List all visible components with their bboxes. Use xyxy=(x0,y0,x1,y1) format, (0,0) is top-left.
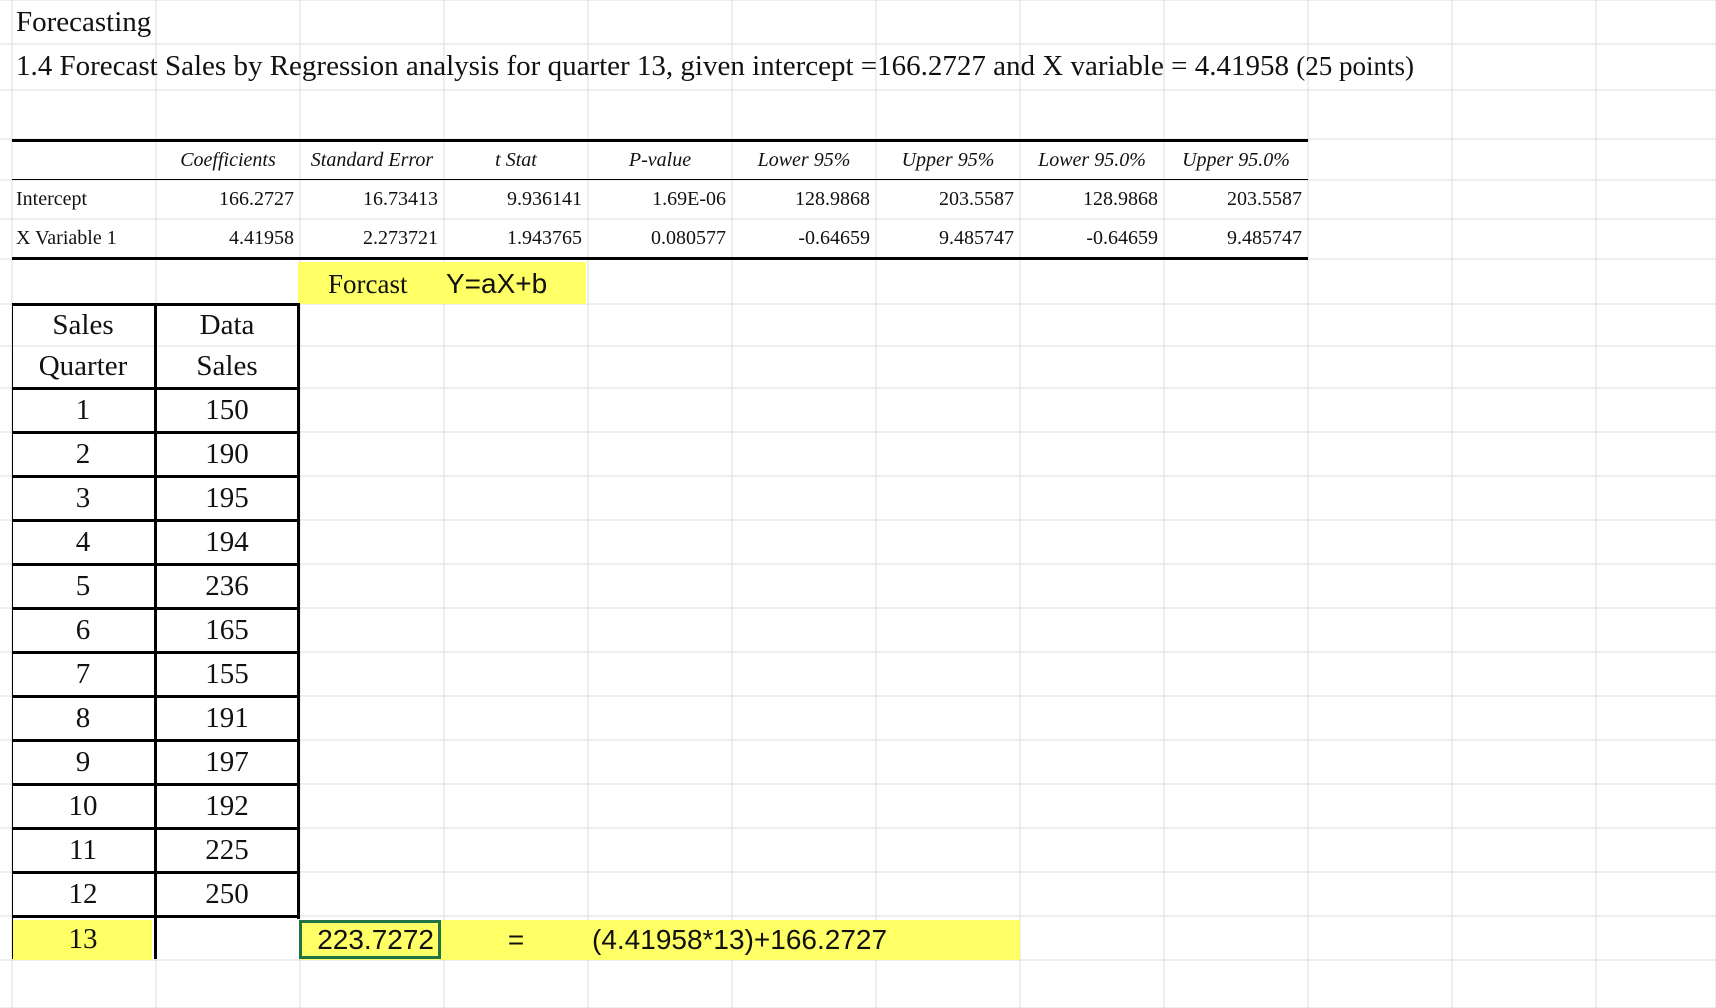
sales-quarter-cell: 9 xyxy=(75,746,91,778)
intercept-t-stat: 9.936141 xyxy=(507,188,582,210)
header-lower-95-0: Lower 95.0% xyxy=(1038,149,1146,171)
sales-quarter-cell: 7 xyxy=(75,658,91,690)
sales-value-cell: 155 xyxy=(205,658,249,690)
intercept-lower-95: 128.9868 xyxy=(795,188,870,210)
header-sales-2: Sales xyxy=(196,350,258,382)
header-t-stat: t Stat xyxy=(495,149,537,171)
sales-quarter-cell: 10 xyxy=(68,790,98,822)
header-upper-95: Upper 95% xyxy=(901,149,995,171)
sales-row-border xyxy=(12,431,300,434)
sheet-title: Forecasting xyxy=(16,6,152,38)
intercept-p-value: 1.69E-06 xyxy=(652,188,726,210)
sales-row-border xyxy=(12,695,300,698)
x-standard-error: 2.273721 xyxy=(363,227,438,249)
sales-row-border xyxy=(12,607,300,610)
sales-value-cell: 195 xyxy=(205,482,249,514)
forecast-quarter-13: 13 xyxy=(68,923,98,955)
equals-sign: = xyxy=(507,924,525,955)
sales-row-border xyxy=(12,387,300,390)
question-main: 1.4 Forecast Sales by Regression analysis for quarter 13, given intercept =166.2727 and X variable = 4.41958 xyxy=(16,50,1297,82)
sales-quarter-cell: 12 xyxy=(68,878,98,910)
sales-quarter-cell: 2 xyxy=(75,438,91,470)
sales-quarter-cell: 4 xyxy=(75,526,91,558)
sales-value-cell: 194 xyxy=(205,526,249,558)
sales-row-border xyxy=(12,783,300,786)
x-t-stat: 1.943765 xyxy=(507,227,582,249)
x-coefficient: 4.41958 xyxy=(229,227,294,249)
header-p-value: P-value xyxy=(628,149,692,171)
intercept-upper-95: 203.5587 xyxy=(939,188,1014,210)
sales-row-border xyxy=(12,519,300,522)
row-label-intercept: Intercept xyxy=(16,188,88,210)
forecast-result-value: 223.7272 xyxy=(317,924,434,955)
intercept-lower-95-0: 128.9868 xyxy=(1083,188,1158,210)
sales-value-cell: 192 xyxy=(205,790,249,822)
regression-header-rule xyxy=(12,179,1308,180)
sales-value-cell: 191 xyxy=(205,702,249,734)
sales-row-border xyxy=(12,651,300,654)
intercept-standard-error: 16.73413 xyxy=(363,188,438,210)
x-upper-95: 9.485747 xyxy=(939,227,1014,249)
header-lower-95: Lower 95% xyxy=(757,149,851,171)
question-points: (25 points) xyxy=(1296,51,1414,81)
sales-row-border xyxy=(12,475,300,478)
sales-quarter-cell: 1 xyxy=(75,394,91,426)
regression-top-rule xyxy=(12,139,1308,142)
sales-quarter-cell: 6 xyxy=(75,614,91,646)
header-data: Data xyxy=(199,309,255,341)
x-upper-95-0: 9.485747 xyxy=(1227,227,1302,249)
question-text xyxy=(16,52,1414,81)
header-standard-error: Standard Error xyxy=(310,149,434,171)
sales-row-border xyxy=(12,739,300,742)
sales-value-cell: 236 xyxy=(205,570,249,602)
sales-value-cell: 197 xyxy=(205,746,249,778)
header-coefficients: Coefficients xyxy=(180,149,276,171)
regression-bottom-rule xyxy=(12,257,1308,260)
sales-value-cell: 250 xyxy=(205,878,249,910)
sales-row-border xyxy=(12,563,300,566)
sales-value-cell: 190 xyxy=(205,438,249,470)
sales-row-border xyxy=(12,871,300,874)
intercept-upper-95-0: 203.5587 xyxy=(1227,188,1302,210)
header-quarter: Quarter xyxy=(38,350,128,382)
sales-value-cell: 225 xyxy=(205,834,249,866)
x-p-value: 0.080577 xyxy=(651,227,726,249)
header-sales: Sales xyxy=(52,309,114,341)
intercept-coefficient: 166.2727 xyxy=(219,188,294,210)
forecast-word: Forcast xyxy=(328,269,408,299)
forecast-formula: Y=aX+b xyxy=(446,268,548,299)
forecast-expression: (4.41958*13)+166.2727 xyxy=(592,924,888,955)
header-upper-95-0: Upper 95.0% xyxy=(1182,149,1290,171)
sales-quarter-cell: 3 xyxy=(75,482,91,514)
sales-quarter-cell: 5 xyxy=(75,570,91,602)
x-lower-95-0: -0.64659 xyxy=(1086,227,1158,249)
row-label-x-variable: X Variable 1 xyxy=(16,227,117,249)
sales-row-border xyxy=(12,827,300,830)
sales-value-cell: 165 xyxy=(205,614,249,646)
sales-row-border xyxy=(12,915,300,918)
sales-quarter-cell: 11 xyxy=(69,834,97,866)
x-lower-95: -0.64659 xyxy=(798,227,870,249)
sales-value-cell: 150 xyxy=(205,394,249,426)
sales-quarter-cell: 8 xyxy=(75,702,91,734)
